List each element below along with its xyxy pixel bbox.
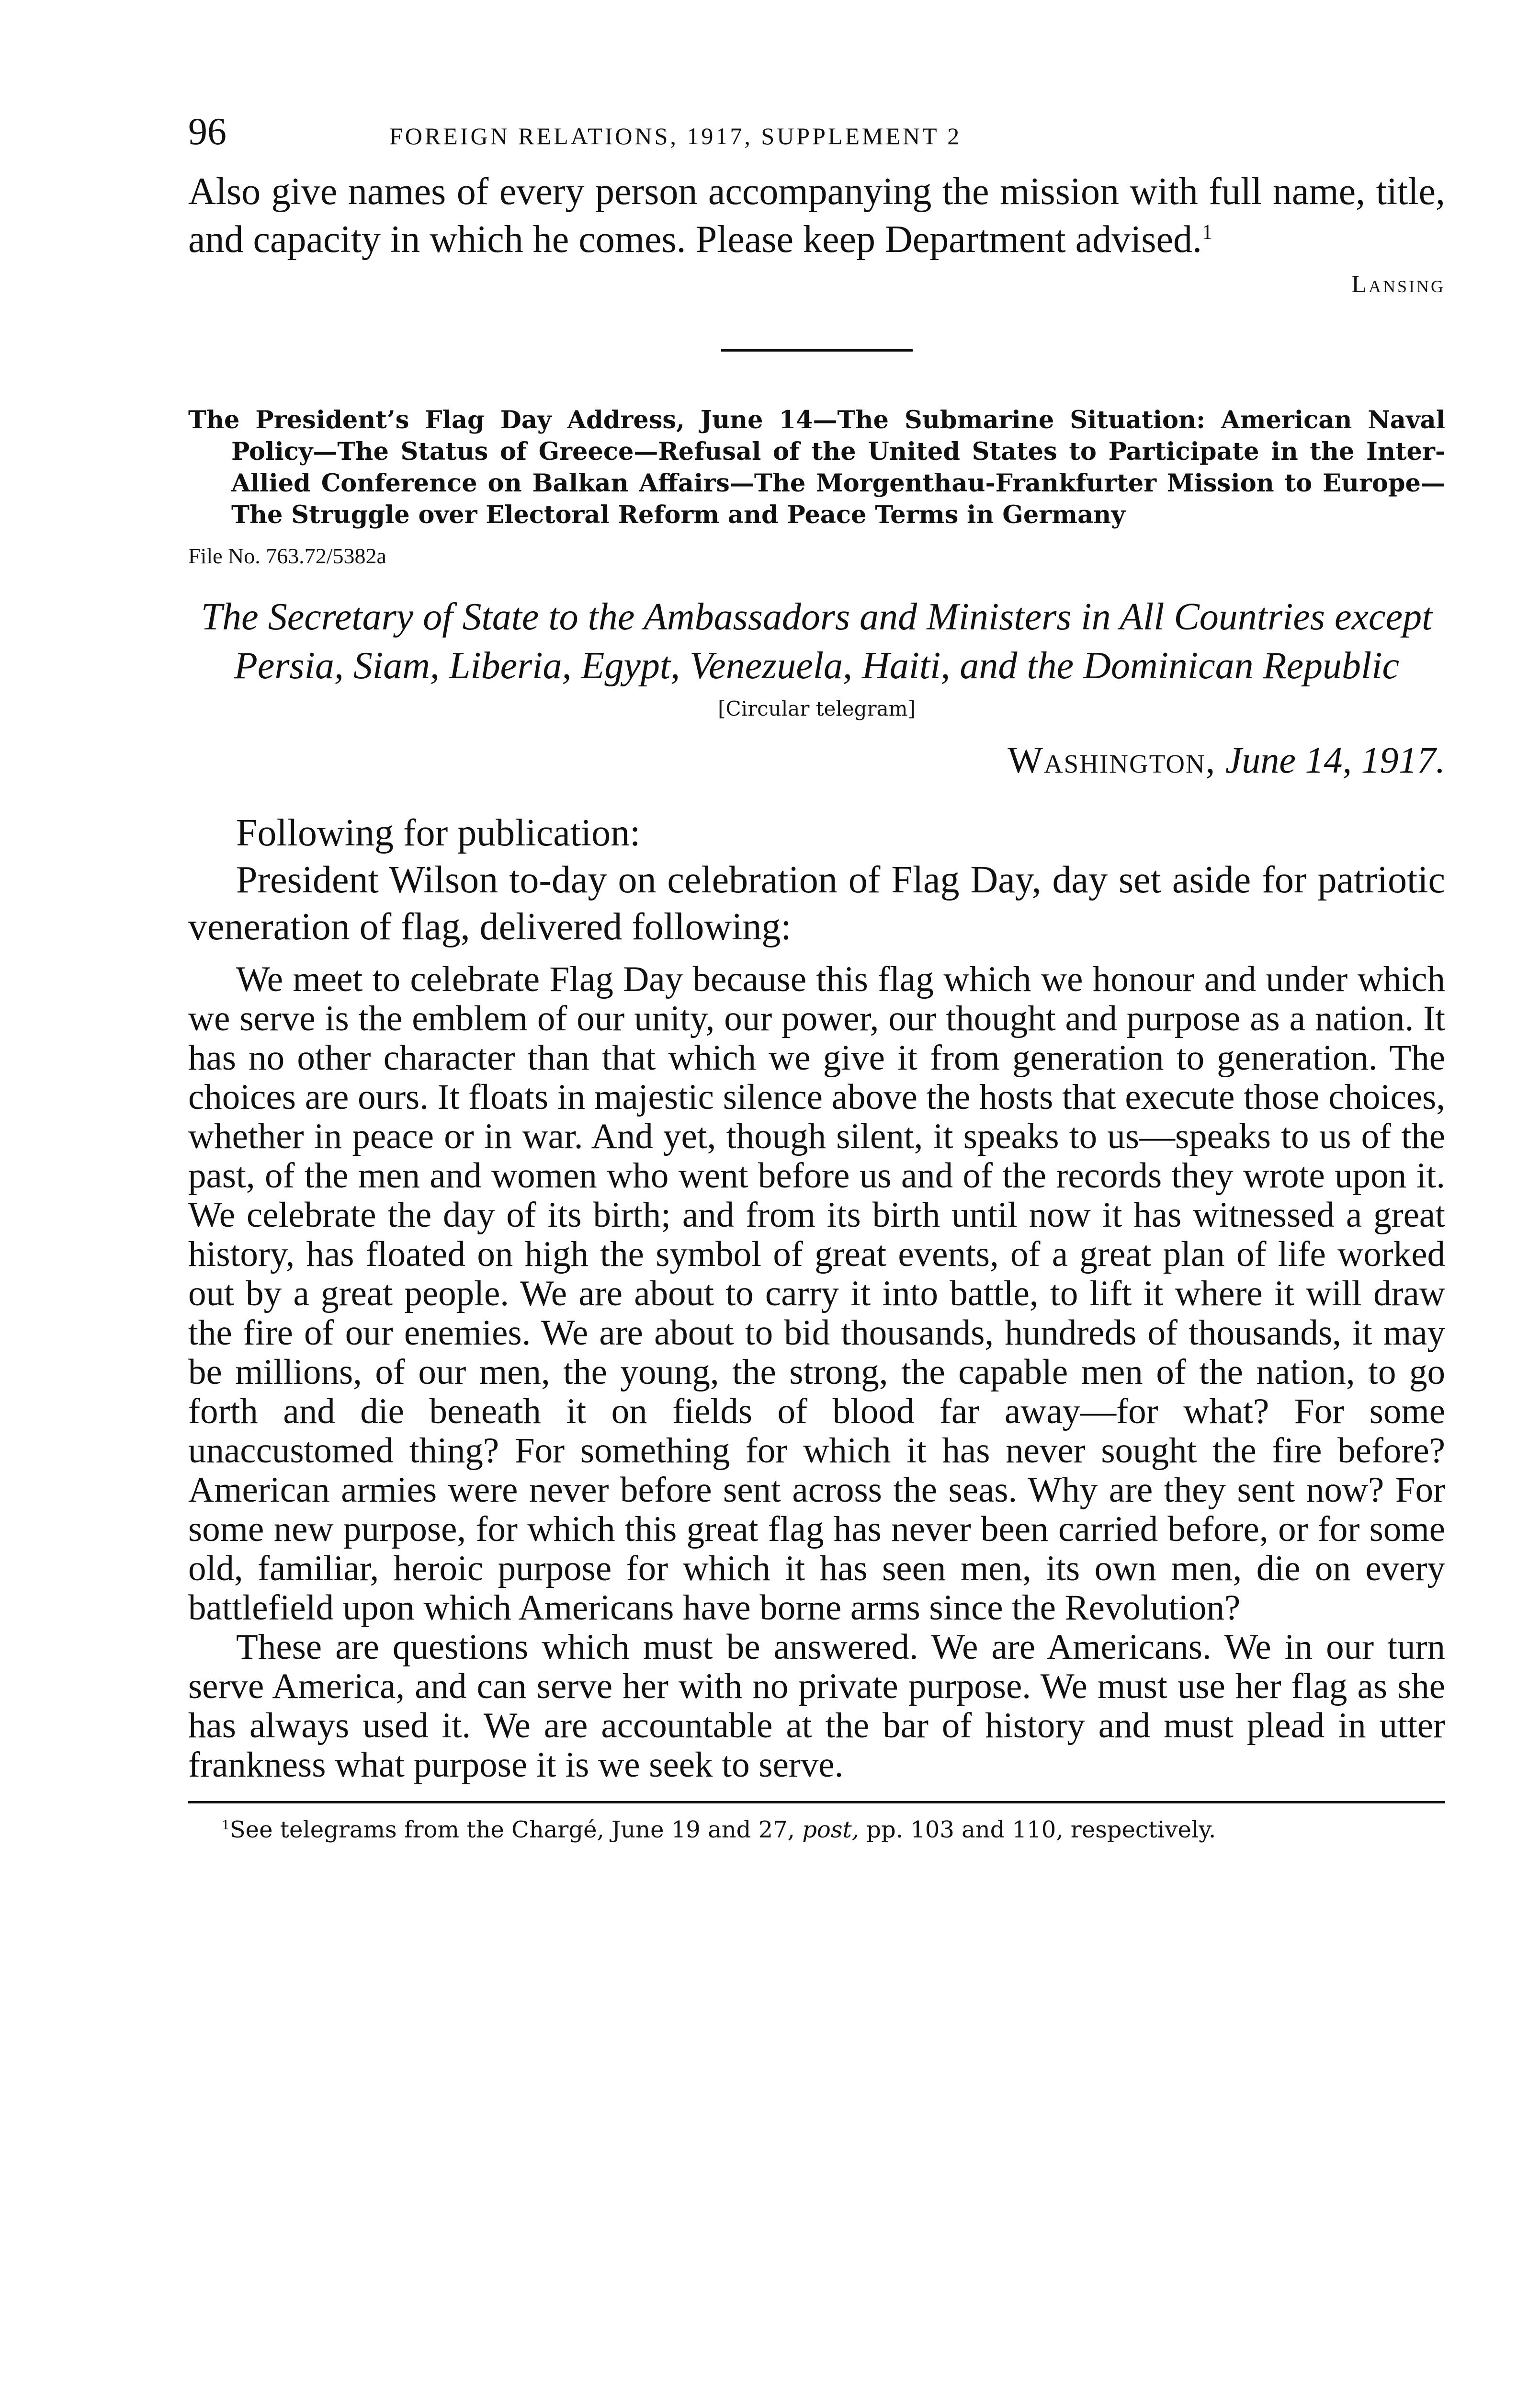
footnote-reference: 1 [1202, 220, 1212, 244]
intro-paragraph: Following for publication: [236, 812, 641, 854]
previous-document-body: Also give names of every person accompanying the mission with full name, title, and capacity in which he comes. Please keep Department advised. [188, 171, 1445, 261]
intro-paragraph: President Wilson to-day on celebration of Flag Day, day set aside for patriotic veneration of flag, delivered following: [188, 859, 1445, 948]
footnote-text-end: pp. 103 and 110, respectively. [866, 1816, 1216, 1843]
address-paragraph: These are questions which must be answered. We are Americans. We in our turn serve America, and can serve her with no private purpose. We must use her flag as she has always used it. We are accountable at the bar of history and must plead in utter frankness what purpose it is we seek to serve. [188, 1627, 1445, 1785]
address-text [188, 960, 1445, 1785]
footnote-rule [188, 1801, 1445, 1803]
file-number: File No. 763.72/5382a [188, 544, 386, 568]
footnote-text: See telegrams from the Chargé, June 19 and 27, [229, 1816, 795, 1843]
page-number: 96 [188, 111, 226, 153]
running-head: FOREIGN RELATIONS, 1917, SUPPLEMENT 2 [389, 123, 962, 149]
document-page [188, 110, 1445, 2395]
telegram-type: [Circular telegram] [718, 697, 916, 720]
dateline-place: Washington, [1008, 739, 1216, 781]
section-divider [721, 349, 913, 352]
page-header [188, 110, 1445, 168]
footnote-marker: 1 [222, 1818, 230, 1833]
footnote-post: post, [802, 1816, 859, 1843]
document-title: The Secretary of State to the Ambassadors and Ministers in All Countries except Persia, Siam, Liberia, Egypt, Venezuela, Haiti, and the Dominican Republic [201, 596, 1433, 687]
dateline [188, 739, 1445, 782]
signature: Lansing [1351, 271, 1445, 298]
dateline-date: June 14, 1917. [1225, 739, 1445, 781]
section-summary: The President’s Flag Day Address, June 14—The Submarine Situation: American Naval Policy—The Status of Greece—Refusal of the United States to Participate in the Inter-Allied Conference on Balkan Affairs—The Morgenthau-Frankfurter Mission to Europe—The Struggle over Electoral Reform and Peace Terms in Germany [188, 406, 1445, 529]
previous-document-text [188, 168, 1445, 263]
address-paragraph: We meet to celebrate Flag Day because this flag which we honour and under which we serve is the emblem of our unity, our power, our thought and purpose as a nation. It has no other character than that which we give it from generation to generation. The choices are ours. It floats in majestic silence above the hosts that execute those choices, whether in peace or in war. And yet, though silent, it speaks to us—speaks to us of the past, of the men and women who went before us and of the records they wrote upon it. We celebrate the day of its birth; and from its birth until now it has witnessed a great history, has floated on high the symbol of great events, of a great plan of life worked out by a great people. We are about to carry it into battle, to lift it where it will draw the fire of our enemies. We are about to bid thousands, hundreds of thousands, it may be millions, of our men, the young, the strong, the capable men of the nation, to go forth and die beneath it on fields of blood far away—for what? For some unaccustomed thing? For something for which it has never sought the fire before? American armies were never before sent across the seas. Why are they sent now? For some new purpose, for which this great flag has never been carried before, or for some old, familiar, heroic purpose for which it has seen men, its own men, die on every battlefield upon which Americans have borne arms since the Revolution? [188, 959, 1445, 1628]
footnote [188, 1815, 1445, 1845]
